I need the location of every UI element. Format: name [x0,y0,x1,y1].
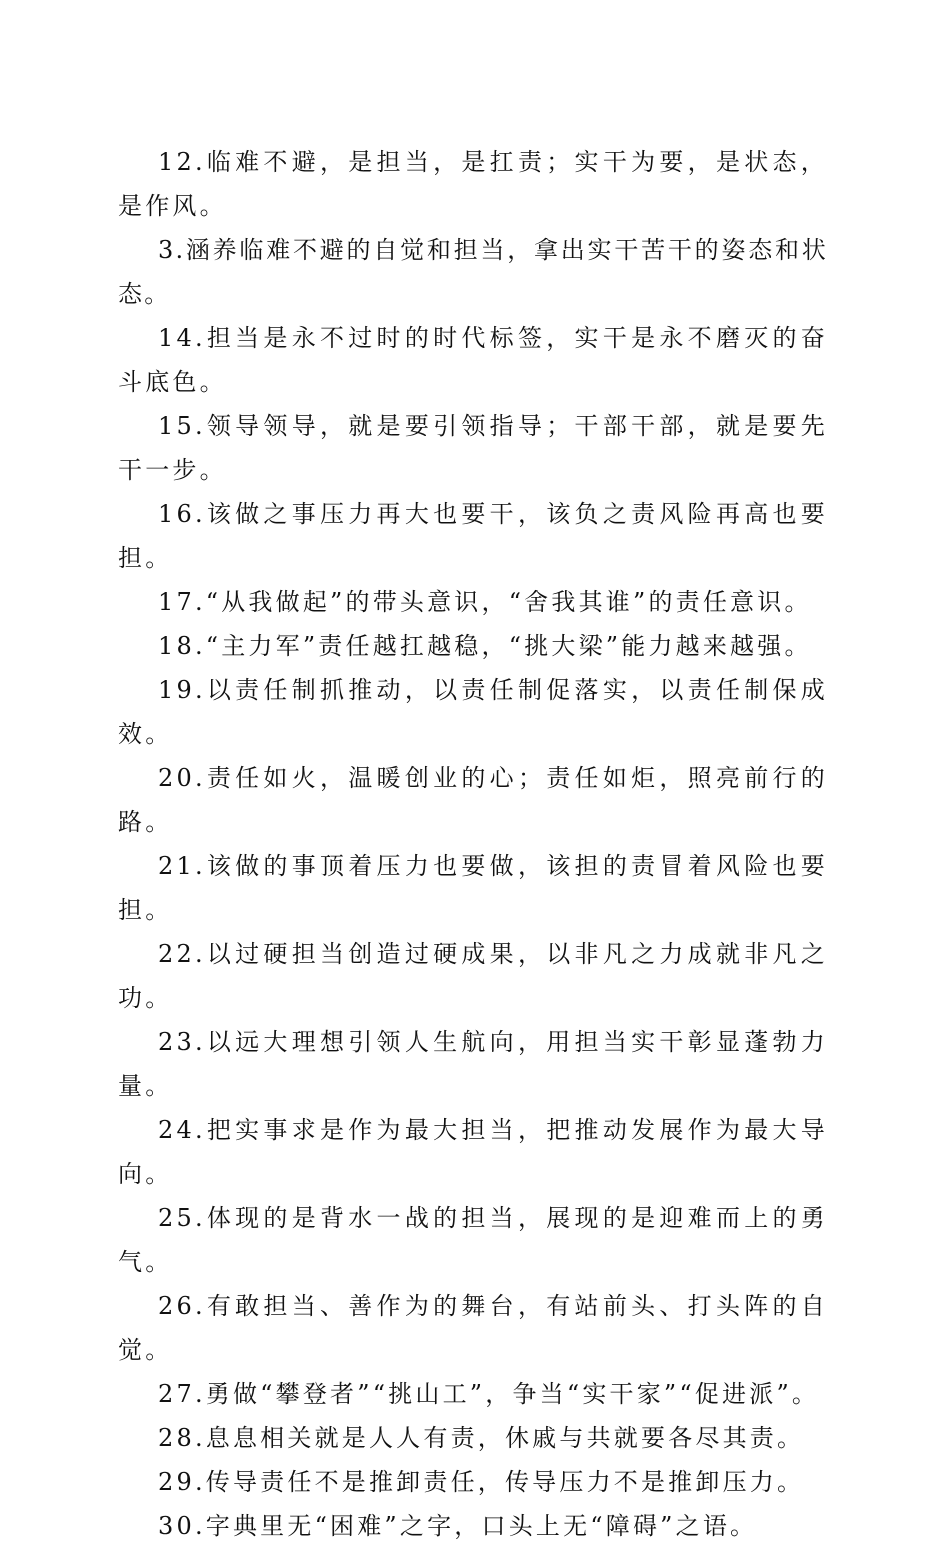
paragraph-14: 14.担当是永不过时的时代标签，实干是永不磨灭的奋斗底色。 [118,324,828,396]
paragraph-30: 30.字典里无“困难”之字，口头上无“障碍”之语。 [158,1512,758,1540]
paragraph-25: 25.体现的是背水一战的担当，展现的是迎难而上的勇气。 [118,1204,828,1276]
document-body [118,140,828,1548]
paragraph-21: 21.该做的事顶着压力也要做，该担的责冒着风险也要担。 [118,852,828,924]
paragraph-12: 12.临难不避，是担当，是扛责；实干为要，是状态，是作风。 [118,148,828,220]
paragraph-20: 20.责任如火，温暖创业的心；责任如炬，照亮前行的路。 [118,764,828,836]
paragraph-15: 15.领导领导，就是要引领指导；干部干部，就是要先干一步。 [118,412,828,484]
paragraph-24: 24.把实事求是作为最大担当，把推动发展作为最大导向。 [118,1116,828,1188]
paragraph-27: 27.勇做“攀登者”“挑山工”，争当“实干家”“促进派”。 [158,1380,820,1408]
paragraph-16: 16.该做之事压力再大也要干，该负之责风险再高也要担。 [118,500,828,572]
paragraph-19: 19.以责任制抓推动，以责任制促落实，以责任制保成效。 [118,676,828,748]
paragraph-26: 26.有敢担当、善作为的舞台，有站前头、打头阵的自觉。 [118,1292,828,1364]
paragraph-22: 22.以过硬担当创造过硬成果，以非凡之力成就非凡之功。 [118,940,828,1012]
paragraph-3: 3.涵养临难不避的自觉和担当，拿出实干苦干的姿态和状态。 [118,236,828,308]
paragraph-28: 28.息息相关就是人人有责，休戚与共就要各尽其责。 [158,1424,805,1452]
paragraph-18: 18.“主力军”责任越扛越稳，“挑大梁”能力越来越强。 [158,632,812,660]
paragraph-29: 29.传导责任不是推卸责任，传导压力不是推卸压力。 [158,1468,805,1496]
paragraph-23: 23.以远大理想引领人生航向，用担当实干彰显蓬勃力量。 [118,1028,828,1100]
paragraph-17: 17.“从我做起”的带头意识，“舍我其谁”的责任意识。 [158,588,812,616]
